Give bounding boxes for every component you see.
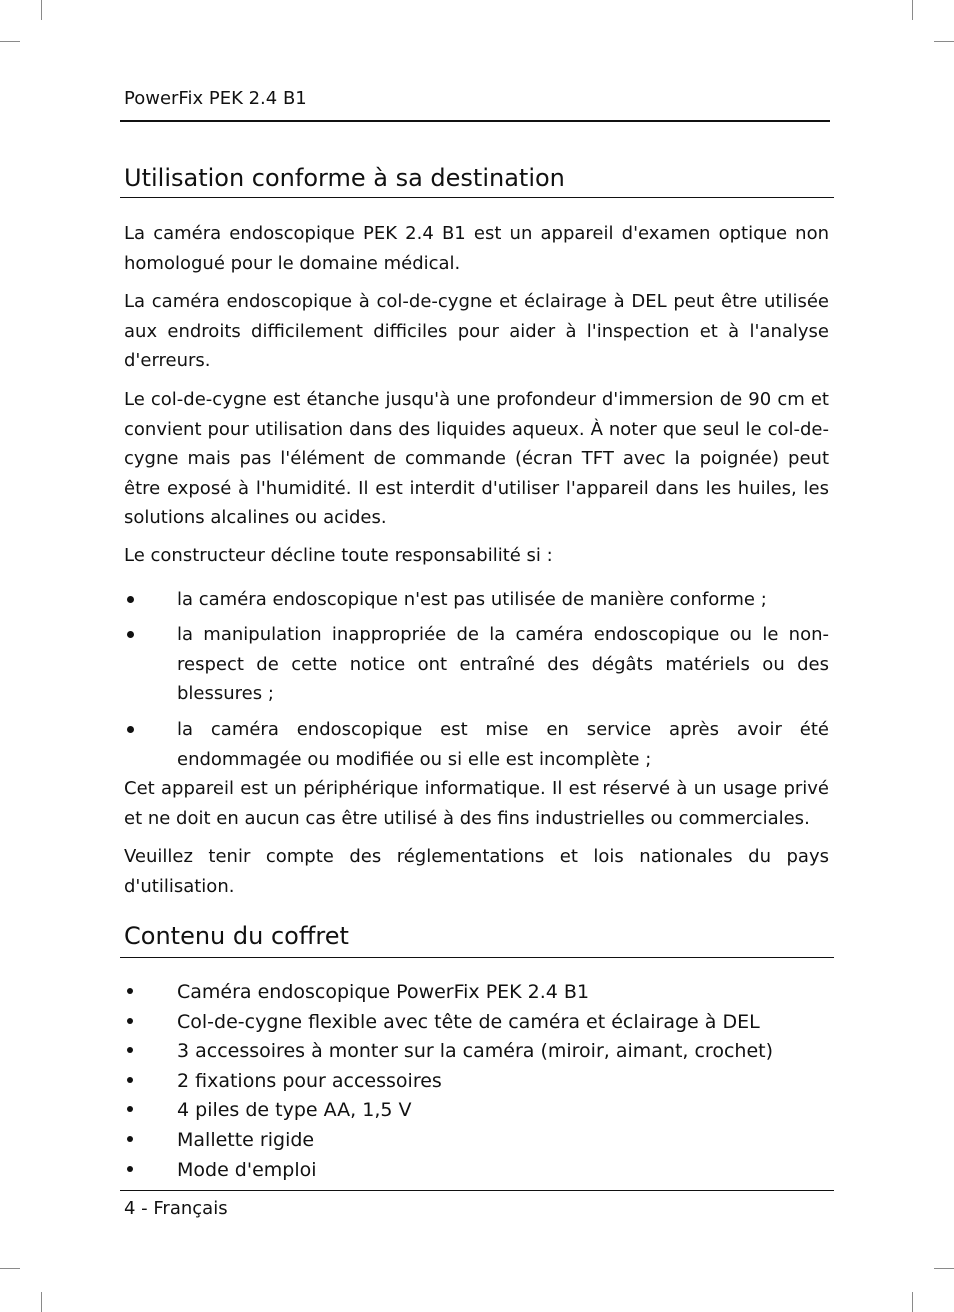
bullet-icon xyxy=(127,596,134,603)
list-item xyxy=(124,715,829,774)
list-item xyxy=(124,1066,829,1096)
list-item-text: 4 piles de type AA, 1,5 V xyxy=(177,1099,412,1121)
bullet-icon xyxy=(127,1136,133,1142)
crop-mark xyxy=(0,1268,20,1269)
list-item-text: la caméra endoscopique n'est pas utilisée de manière conforme ; xyxy=(177,589,767,610)
bullet-icon xyxy=(127,1106,133,1112)
bullet-icon xyxy=(127,988,133,994)
crop-mark xyxy=(934,1268,954,1269)
list-item xyxy=(124,1125,829,1155)
list-item xyxy=(124,977,829,1007)
header-rule xyxy=(120,120,830,122)
bullet-icon xyxy=(127,631,134,638)
list-item xyxy=(124,1036,829,1066)
section-rule xyxy=(120,197,834,198)
bullet-icon xyxy=(127,1047,133,1053)
section-rule xyxy=(120,957,834,958)
bullet-icon xyxy=(127,726,134,733)
crop-mark xyxy=(934,41,954,42)
bullet-icon xyxy=(127,1166,133,1172)
paragraph: Le col-de-cygne est étanche jusqu'à une profondeur d'immersion de 90 cm et convient pour utilisation dans des liquides aqueux. À noter que seul le col-de-cygne mais pas l'élément de commande (écran TFT avec la poignée) peut être exposé à l'humidité. Il est interdit d'utiliser l'appareil dans les huiles, les solutions alcalines ou acides. xyxy=(124,389,829,528)
bullet-icon xyxy=(127,1077,133,1083)
list-item-text: Caméra endoscopique PowerFix PEK 2.4 B1 xyxy=(177,981,590,1003)
list-item xyxy=(124,1095,829,1125)
footer-rule xyxy=(120,1190,834,1191)
list-item xyxy=(124,1155,829,1185)
page-header: PowerFix PEK 2.4 B1 xyxy=(124,88,307,109)
page-footer: 4 - Français xyxy=(124,1198,228,1219)
section-title: Contenu du coffret xyxy=(124,922,349,950)
crop-mark xyxy=(41,1292,42,1312)
list-item-text: Mode d'emploi xyxy=(177,1159,317,1181)
paragraph: Le constructeur décline toute responsabilité si : xyxy=(124,545,553,566)
paragraph: Veuillez tenir compte des réglementations et lois nationales du pays d'utilisation. xyxy=(124,846,829,897)
list-item xyxy=(124,1007,829,1037)
paragraph: Cet appareil est un périphérique informatique. Il est réservé à un usage privé et ne doit en aucun cas être utilisé à des fins industrielles ou commerciales. xyxy=(124,778,829,829)
crop-mark xyxy=(912,0,913,20)
list-item-text: la manipulation inappropriée de la caméra endoscopique ou le non-respect de cette notice ont entraîné des dégâts matériels ou des blessures ; xyxy=(177,624,829,704)
list-item-text: Mallette rigide xyxy=(177,1129,315,1151)
list-item xyxy=(124,620,829,709)
section-title: Utilisation conforme à sa destination xyxy=(124,164,565,192)
list-item-text: 3 accessoires à monter sur la caméra (miroir, aimant, crochet) xyxy=(177,1040,773,1062)
list-item-text: la caméra endoscopique est mise en service après avoir été endommagée ou modifiée ou si elle est incomplète ; xyxy=(177,719,829,770)
crop-mark xyxy=(41,0,42,20)
list-item-text: Col-de-cygne flexible avec tête de caméra et éclairage à DEL xyxy=(177,1011,760,1033)
paragraph: La caméra endoscopique à col-de-cygne et éclairage à DEL peut être utilisée aux endroits difficilement difficiles pour aider à l'inspection et à l'analyse d'erreurs. xyxy=(124,291,829,371)
list-item xyxy=(124,585,829,615)
crop-mark xyxy=(0,41,20,42)
paragraph: La caméra endoscopique PEK 2.4 B1 est un appareil d'examen optique non homologué pour le domaine médical. xyxy=(124,223,829,274)
bullet-icon xyxy=(127,1018,133,1024)
list-item-text: 2 fixations pour accessoires xyxy=(177,1070,442,1092)
crop-mark xyxy=(912,1292,913,1312)
